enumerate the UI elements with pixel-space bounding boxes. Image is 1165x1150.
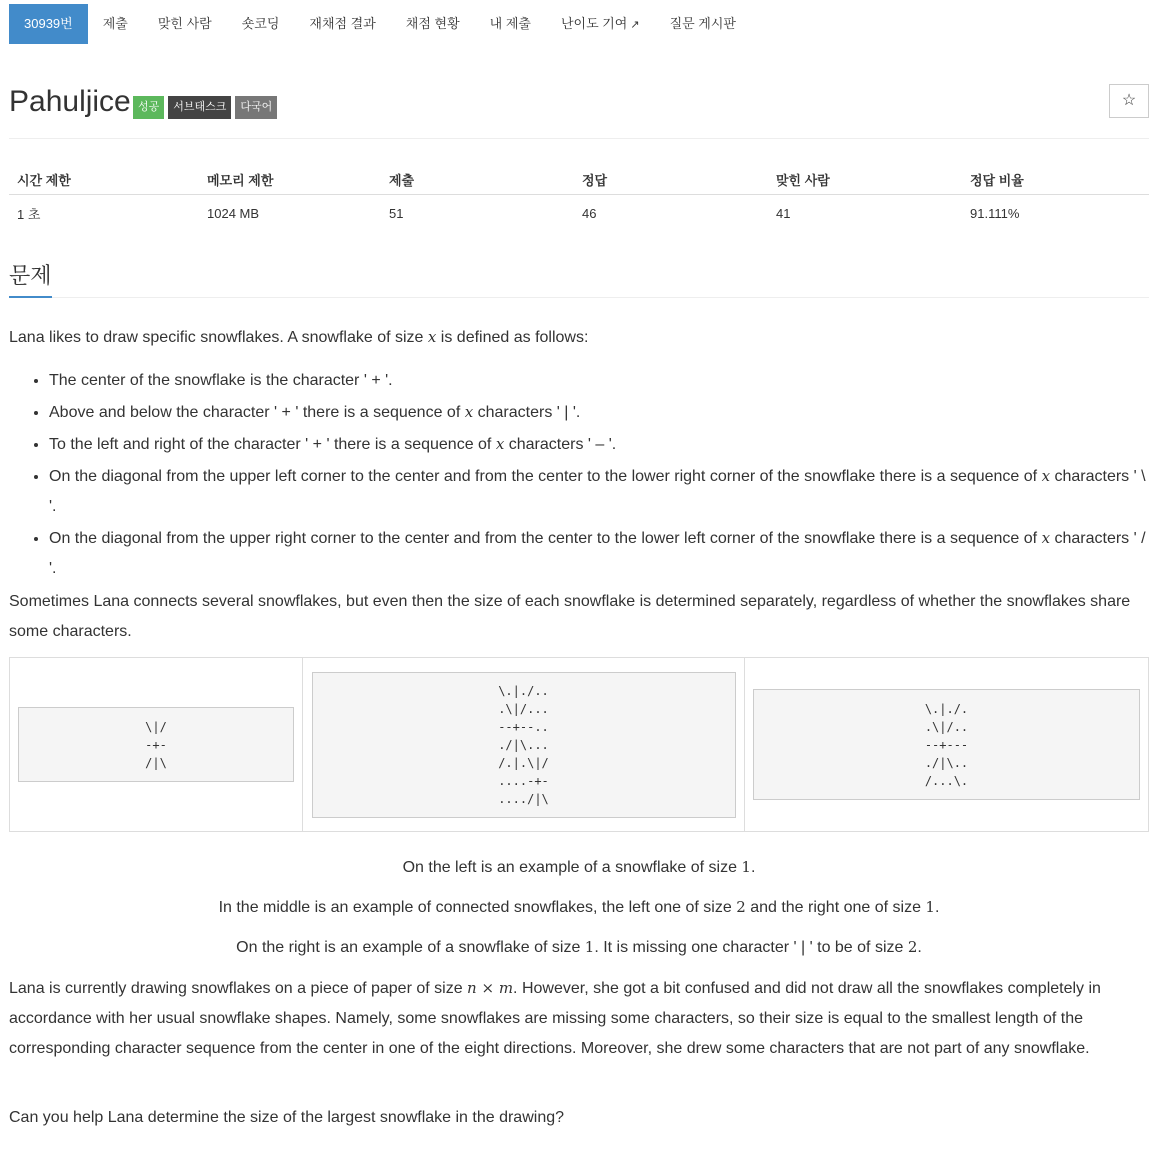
tab-difficulty-contribution[interactable]: [546, 4, 655, 44]
external-link-icon: ↗: [630, 19, 640, 31]
rule-text-end: characters ' – '.: [504, 436, 617, 453]
caption-text-end: .: [750, 859, 756, 876]
caption-right: [9, 932, 1149, 963]
math-number: 1: [925, 898, 935, 916]
value-time-limit: 1 초: [17, 206, 41, 222]
rule-text-end: characters ' / '.: [49, 530, 1146, 577]
rule-text: The center of the snowflake is the character ' + '.: [49, 372, 393, 389]
paragraph-paper: [9, 973, 1149, 1064]
caption-text-end: .: [934, 899, 940, 916]
snowflake-examples-table: [9, 657, 1149, 832]
title-divider: [9, 138, 1149, 139]
caption-text: and the right one of size: [745, 899, 926, 916]
tab-submit[interactable]: 제출: [102, 16, 128, 31]
math-var: m: [498, 979, 514, 997]
rule-text: Above and below the character ' + ' there is a sequence of: [49, 404, 465, 421]
problem-info-table: [9, 164, 1149, 231]
favorite-star-button[interactable]: [1109, 84, 1149, 118]
tab-question-board[interactable]: 질문 게시판: [669, 16, 736, 31]
header-memory-limit: 메모리 제한: [207, 172, 274, 188]
caption-text: In the middle is an example of connected snowflakes, the left one of size: [218, 899, 737, 916]
caption-text: On the left is an example of a snowflake of size: [402, 859, 742, 876]
value-memory-limit: 1024 MB: [207, 205, 260, 221]
list-item: [49, 461, 1149, 522]
tab-rejudge-results[interactable]: 재채점 결과: [309, 16, 376, 31]
intro-text-end: is defined as follows:: [436, 329, 589, 346]
rule-text: On the diagonal from the upper right corner to the center and from the center to the lower left corner of the snowflake there is a sequence of: [49, 530, 1042, 547]
header-time-limit: 시간 제한: [17, 172, 71, 188]
intro-text: Lana likes to draw specific snowflakes. A snowflake of size: [9, 329, 428, 346]
math-number: 2: [907, 938, 918, 956]
math-var: x: [1041, 529, 1051, 547]
tab-judge-status[interactable]: 채점 현황: [405, 16, 460, 31]
label-multilingual[interactable]: 다국어: [235, 96, 277, 119]
caption-text: . It is missing one character ' | ' to be of size: [594, 939, 908, 956]
snowflake-example-middle: \.|./.. .\|/... --+--.. ./|\... /.|.\|/ ....-+- ..../|\: [312, 672, 736, 818]
section-title: 문제: [9, 262, 52, 298]
value-solved-users: 41: [776, 205, 791, 221]
header-submissions: 제출: [389, 172, 415, 188]
caption-middle: [9, 892, 1149, 923]
snowflake-example-right: \.|./. .\|/.. --+--- ./|\.. /...\.: [753, 689, 1140, 800]
rule-text: On the diagonal from the upper left corner to the center and from the center to the lower right corner of the snowflake there is a sequence of: [49, 468, 1042, 485]
tab-problem-number[interactable]: 30939번: [9, 4, 88, 44]
figure-cell-middle: [303, 658, 745, 831]
tab-my-submissions[interactable]: 내 제출: [489, 16, 531, 31]
header-solved-users: 맞힌 사람: [776, 172, 830, 188]
star-icon: ☆: [1121, 92, 1137, 109]
tab-difficulty-label: 난이도 기여: [560, 16, 628, 31]
problem-section-header: [9, 262, 1149, 298]
math-number: 1: [584, 938, 595, 956]
math-var: x: [495, 435, 505, 453]
label-subtask[interactable]: 서브태스크: [168, 96, 231, 119]
rule-text-end: characters ' | '.: [473, 404, 581, 421]
header-accept-ratio: 정답 비율: [970, 172, 1024, 188]
math-var: n: [467, 979, 477, 997]
rule-text-end: characters ' \ '.: [49, 468, 1146, 515]
value-submissions: 51: [389, 205, 404, 221]
label-success: 성공: [133, 96, 164, 119]
list-item: [49, 523, 1149, 584]
table-header-row: [9, 164, 1149, 195]
problem-labels: [133, 96, 277, 119]
paragraph-connected: Sometimes Lana connects several snowflakes, but even then the size of each snowflake is determined separately, regardless of whether the snowflakes share some characters.: [9, 593, 1131, 640]
snowflake-rules-list: [9, 366, 1149, 585]
header-accepted: 정답: [582, 172, 608, 188]
caption-text: On the right is an example of a snowflake of size: [236, 939, 585, 956]
list-item: [49, 429, 1149, 460]
rule-text: To the left and right of the character ' + ' there is a sequence of: [49, 436, 496, 453]
snowflake-example-left: \|/ -+- /|\: [18, 707, 294, 782]
paragraph-text: Lana is currently drawing snowflakes on a piece of paper of size: [9, 980, 468, 997]
math-var: x: [1041, 467, 1051, 485]
table-row: [9, 195, 1149, 231]
problem-title: Pahuljice: [9, 85, 131, 118]
math-number: 1: [741, 858, 751, 876]
math-var: x: [464, 403, 474, 421]
math-times: ×: [476, 979, 499, 997]
math-number: 2: [736, 898, 746, 916]
problem-tabs: [9, 4, 1149, 44]
section-divider: [9, 297, 1149, 298]
paragraph-question: Can you help Lana determine the size of the largest snowflake in the drawing?: [9, 1109, 565, 1126]
value-accepted: 46: [582, 205, 597, 221]
figure-cell-right: [745, 658, 1148, 831]
caption-left: [9, 852, 1149, 883]
caption-text-end: .: [917, 939, 922, 956]
list-item: [49, 366, 1149, 396]
tab-short-coding[interactable]: 숏코딩: [241, 16, 280, 31]
tab-solved-users[interactable]: 맞힌 사람: [157, 16, 212, 31]
figure-cell-left: [10, 658, 303, 831]
math-var: x: [427, 328, 437, 346]
list-item: [49, 397, 1149, 428]
paragraph-text: . However, she got a bit confused and did not draw all the snowflakes completely in accordance with her usual snowflake shapes. Namely, some snowflakes are missing some characters, so their size is equal to the smallest length of the corresponding character sequence from the center in one of the eight directions. Moreover, she drew some characters that are not part of any snowflake.: [9, 980, 1101, 1057]
problem-intro: [9, 322, 1149, 353]
problem-header: [9, 84, 1149, 128]
value-accept-ratio: 91.111%: [970, 205, 1020, 221]
